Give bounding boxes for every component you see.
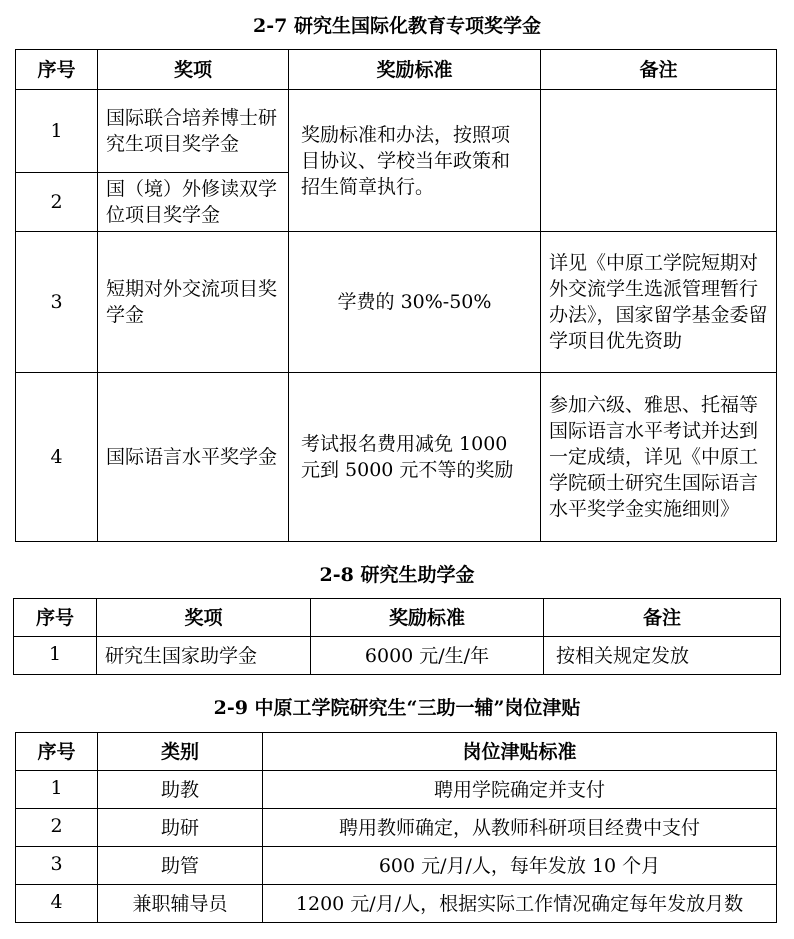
- table-row: [16, 847, 777, 885]
- row-no: 3: [16, 232, 98, 373]
- row-no: 1: [14, 637, 97, 675]
- post-type: 兼职辅导员: [98, 885, 263, 923]
- award-note: 参加六级、雅思、托福等国际语言水平考试并达到一定成绩，详见《中原工学院硕士研究生国际语言水平奖学金实施细则》: [541, 373, 777, 542]
- award-name: 短期对外交流项目奖学金: [98, 232, 289, 373]
- section-2-9-title: 2-9 中原工学院研究生“三助一辅”岗位津贴: [213, 697, 581, 719]
- row-no: 2: [16, 173, 98, 232]
- award-note: [541, 90, 777, 232]
- header-standard: 奖励标准: [289, 50, 541, 90]
- post-type: 助管: [98, 847, 263, 885]
- table-row: [16, 771, 777, 809]
- table-2-8-header-row: [14, 599, 781, 637]
- award-name: 国（境）外修读双学位项目奖学金: [98, 173, 289, 232]
- header-standard: 奖励标准: [311, 599, 544, 637]
- award-standard: 奖励标准和办法，按照项目协议、学校当年政策和招生简章执行。: [289, 90, 541, 232]
- header-note: 备注: [544, 599, 781, 637]
- allowance-standard: 聘用教师确定，从教师科研项目经费中支付: [263, 809, 777, 847]
- award-standard: 6000 元/生/年: [311, 637, 544, 675]
- row-no: 3: [16, 847, 98, 885]
- award-standard: 学费的 30%-50%: [289, 232, 541, 373]
- header-no: 序号: [14, 599, 97, 637]
- header-allowance: 岗位津贴标准: [263, 733, 777, 771]
- row-no: 1: [16, 90, 98, 173]
- row-no: 4: [16, 885, 98, 923]
- table-row: [16, 232, 777, 373]
- award-standard: 考试报名费用减免 1000 元到 5000 元不等的奖励: [289, 373, 541, 542]
- header-note: 备注: [541, 50, 777, 90]
- header-award: 奖项: [97, 599, 311, 637]
- table-2-9: [15, 732, 777, 923]
- allowance-standard: 聘用学院确定并支付: [263, 771, 777, 809]
- header-no: 序号: [16, 733, 98, 771]
- award-name: 国际语言水平奖学金: [98, 373, 289, 542]
- header-award: 奖项: [98, 50, 289, 90]
- section-2-8-title: 2-8 研究生助学金: [319, 564, 475, 586]
- table-2-9-header-row: [16, 733, 777, 771]
- table-row: [16, 90, 777, 173]
- header-no: 序号: [16, 50, 98, 90]
- row-no: 2: [16, 809, 98, 847]
- post-type: 助研: [98, 809, 263, 847]
- table-2-7: [15, 49, 777, 542]
- table-2-7-header-row: [16, 50, 777, 90]
- row-no: 4: [16, 373, 98, 542]
- table-row: [16, 373, 777, 542]
- allowance-standard: 1200 元/月/人，根据实际工作情况确定每年发放月数: [263, 885, 777, 923]
- table-row: [16, 885, 777, 923]
- post-type: 助教: [98, 771, 263, 809]
- award-name: 研究生国家助学金: [97, 637, 311, 675]
- table-2-8: [13, 598, 781, 675]
- award-note: 按相关规定发放: [544, 637, 781, 675]
- table-row: [14, 637, 781, 675]
- award-note: 详见《中原工学院短期对外交流学生选派管理暂行办法》，国家留学基金委留学项目优先资助: [541, 232, 777, 373]
- table-row: [16, 809, 777, 847]
- row-no: 1: [16, 771, 98, 809]
- allowance-standard: 600 元/月/人，每年发放 10 个月: [263, 847, 777, 885]
- section-2-7-title: 2-7 研究生国际化教育专项奖学金: [253, 15, 541, 37]
- header-type: 类别: [98, 733, 263, 771]
- award-name: 国际联合培养博士研究生项目奖学金: [98, 90, 289, 173]
